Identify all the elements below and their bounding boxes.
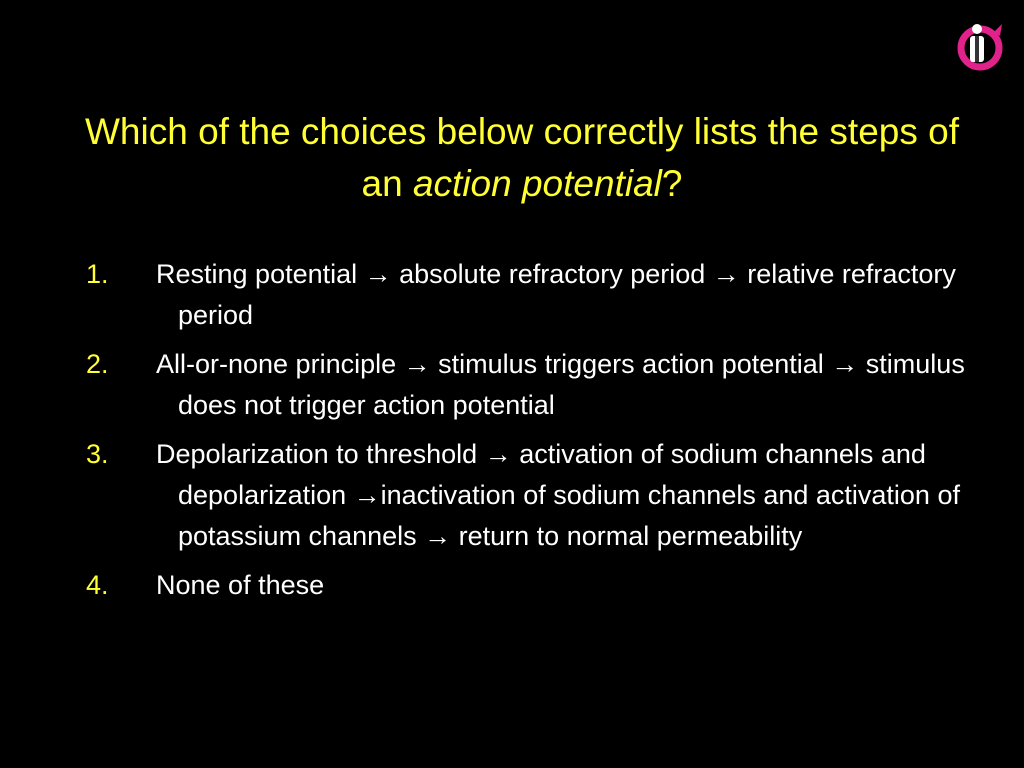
title-text: Which of the choices below correctly lists the steps of an [85,111,959,204]
answer-choice-2 [86,344,966,426]
choice-text: None of these [156,570,325,600]
answer-choice-4 [86,565,966,606]
answer-choices-list [86,254,966,614]
choice-text: Resting potential → absolute refractory period → relative refractory period [156,259,956,330]
title-emphasis: action potential [412,163,662,204]
choice-number: 3. [86,439,109,469]
person-in-pink-ring-icon [950,18,1006,74]
choice-text: All-or-none principle → stimulus triggers action potential → stimulus does not trigger action potential [156,349,965,420]
choice-number: 2. [86,349,109,379]
answer-choice-1 [86,254,966,336]
choice-number: 1. [86,259,109,289]
answer-choice-3 [86,434,966,557]
choice-number: 4. [86,570,109,600]
slide-title [60,106,984,210]
choice-text: Depolarization to threshold → activation of sodium channels and depolarization →inactivation of sodium channels and activation of potassium channels → return to normal permeability [156,439,960,551]
title-question-mark: ? [661,163,683,204]
